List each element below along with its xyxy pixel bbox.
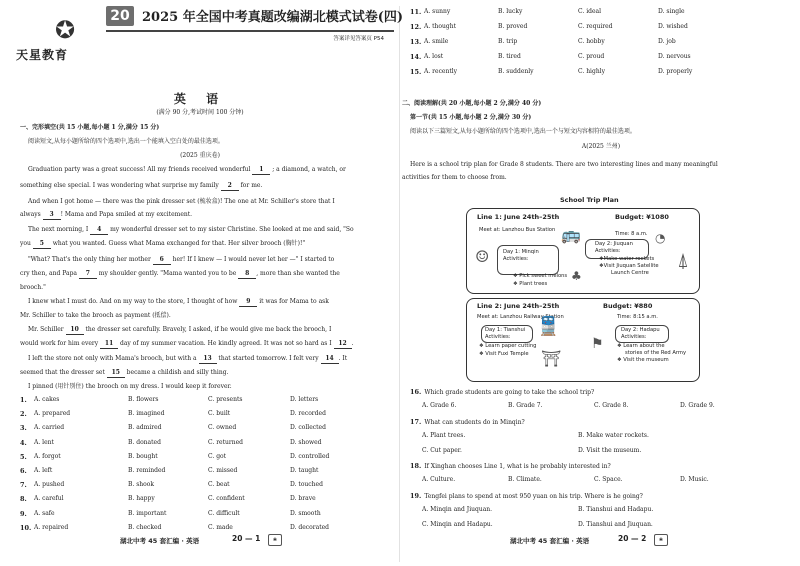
passage-text: Graduation party was a great success! All my friends received wonderful xyxy=(28,166,253,173)
line1-head: Line 1: June 24th–25th xyxy=(477,213,560,221)
option-b[interactable]: B. important xyxy=(128,509,167,517)
option-c[interactable]: C. proud xyxy=(578,53,605,60)
option-a[interactable]: A. recently xyxy=(424,68,458,75)
section1-instruction: 阅读短文,从每小题所给的四个选项中,选出一个能填入空白处的最佳选项。 xyxy=(28,138,224,145)
passage-intro-1: Here is a school trip plan for Grade 8 students. There are two interesting lines and many meaningful xyxy=(410,161,718,168)
answer-option[interactable]: D. Grade 9. xyxy=(680,402,715,409)
answer-option[interactable]: A. Culture. xyxy=(422,476,456,483)
passage-line xyxy=(20,369,372,378)
blank-number: 11 xyxy=(100,340,118,349)
option-d[interactable]: D. wished xyxy=(658,23,688,30)
option-c[interactable]: C. made xyxy=(208,523,233,531)
line1-day2-item-1: ❖Make water rockets xyxy=(599,256,655,262)
passage-text: cry then, and Papa xyxy=(20,270,79,277)
line2-day2-title: Day 2: Hadapu xyxy=(621,327,660,333)
line2-budget: Budget: ¥880 xyxy=(603,302,653,310)
score-note: (满分 90 分,考试时间 100 分钟) xyxy=(156,109,244,116)
section2-part1: 第一节(共 15 小题,每小题 2 分,满分 30 分) xyxy=(410,114,532,121)
blank-number: 6 xyxy=(153,256,171,265)
passage-text: my shoulder gently. "Mama wanted you to be xyxy=(96,270,239,277)
option-b[interactable]: B. happy xyxy=(128,495,155,503)
passage-line xyxy=(20,312,372,320)
answer-option[interactable]: C. Cut paper. xyxy=(422,447,462,454)
option-d[interactable]: D. nervous xyxy=(658,53,691,60)
option-b[interactable]: B. admired xyxy=(128,424,162,432)
option-c[interactable]: C. missed xyxy=(208,467,238,474)
answer-option[interactable]: B. Tianshui and Hadapu. xyxy=(578,506,654,513)
answer-option[interactable]: A. Plant trees. xyxy=(422,432,466,439)
train-icon: 🚆 xyxy=(537,316,560,337)
option-d[interactable]: D. smooth xyxy=(290,509,321,517)
rocket-icon: ⍋ xyxy=(677,248,689,272)
question-stem xyxy=(410,462,611,471)
blank-number: 7 xyxy=(79,270,97,279)
question-text: Tengfei plans to spend at most 950 yuan on his trip. Where is he going? xyxy=(424,493,643,500)
answer-option[interactable]: B. Climate. xyxy=(508,476,542,483)
clock-icon: ◔ xyxy=(655,231,666,245)
exam-title: 2025 年全国中考真题改编湖北模式试卷(四) xyxy=(142,10,404,25)
question-number: 2. xyxy=(20,410,27,419)
passage-text: ! Mama and Papa smiled at my excitement. xyxy=(60,211,193,218)
question-number: 13. xyxy=(410,38,422,46)
option-a[interactable]: A. smile xyxy=(424,38,449,45)
passage-line xyxy=(28,256,380,265)
passage-text: would work for him every xyxy=(20,340,101,347)
question-number: 8. xyxy=(20,495,27,504)
flag-icon: ⚑ xyxy=(591,336,604,352)
passage-text: brooch." xyxy=(20,284,46,291)
line1-time: Time: 8 a.m. xyxy=(615,231,648,237)
question-number: 3. xyxy=(20,424,27,433)
option-b[interactable]: B. proved xyxy=(498,23,528,30)
passage-line xyxy=(20,211,372,220)
paper-number-badge: 20 xyxy=(106,6,134,26)
option-b[interactable]: B. trip xyxy=(498,38,518,45)
passage-text: The next morning, I xyxy=(28,226,91,233)
passage-intro-2: activities for them to choose from. xyxy=(402,174,507,181)
question-number: 1. xyxy=(20,396,27,404)
line2-head: Line 2: June 24th–25th xyxy=(477,302,560,310)
blank-number: 9 xyxy=(239,298,257,307)
seal-icon: ❀ xyxy=(268,534,282,546)
passage-label: A(2025 兰州) xyxy=(581,143,621,150)
option-c[interactable]: C. beat xyxy=(208,481,230,489)
header-divider xyxy=(106,30,394,32)
plan-title: School Trip Plan xyxy=(560,196,619,204)
blank-number: 8 xyxy=(238,270,256,279)
option-c[interactable]: C. hobby xyxy=(578,38,605,45)
passage-line xyxy=(28,298,380,307)
option-a[interactable]: A. left xyxy=(34,467,53,474)
question-number: 9. xyxy=(20,509,27,518)
question-number: 12. xyxy=(410,23,422,31)
answer-option[interactable]: D. Tianshui and Jiuquan. xyxy=(578,521,653,528)
option-a[interactable]: A. careful xyxy=(34,495,64,503)
passage-line xyxy=(20,182,372,191)
line1-day1-title: Day 1: Minqin xyxy=(503,249,539,255)
answer-option[interactable]: C. Space. xyxy=(594,476,623,483)
line1-day1-sub: Activities: xyxy=(503,256,529,262)
passage-line xyxy=(20,270,372,279)
option-c[interactable]: C. owned xyxy=(208,424,237,432)
question-text: Which grade students are going to take the school trip? xyxy=(424,389,595,396)
line1-budget: Budget: ¥1080 xyxy=(615,213,669,221)
option-b[interactable]: B. checked xyxy=(128,523,162,531)
option-a[interactable]: A. repaired xyxy=(34,523,69,531)
question-text: If Xinghan chooses Line 1, what is he probably interested in? xyxy=(424,463,611,470)
blank-number: 3 xyxy=(43,211,61,220)
passage-text: ; a diamond, a watch, or xyxy=(270,166,346,173)
line1-day1-item-2: ❖ Plant trees xyxy=(513,281,548,287)
option-a[interactable]: A. carried xyxy=(34,424,65,432)
question-number: 7. xyxy=(20,481,27,490)
answer-option[interactable]: D. Music. xyxy=(680,476,709,483)
option-c[interactable]: C. returned xyxy=(208,438,244,446)
passage-text: the dresser set carefully. Bravely, I asked, if he would give me back the brooch, I xyxy=(83,326,332,333)
footer-right-page: 20 — 2 xyxy=(618,534,647,543)
question-number: 19. xyxy=(410,492,422,500)
kids-icon: ☺ xyxy=(475,247,490,266)
option-d[interactable]: D. taught xyxy=(290,467,319,474)
passage-text: . It xyxy=(338,355,348,362)
option-d[interactable]: D. job xyxy=(658,38,676,45)
passage-text: "What? That's the only thing her mother xyxy=(28,256,153,263)
option-c[interactable]: C. confident xyxy=(208,495,245,503)
temple-icon: ⛩ xyxy=(541,349,562,368)
passage-line xyxy=(28,383,380,391)
option-d[interactable]: D. recorded xyxy=(290,410,326,418)
line1-day2-item-2: ❖Visit Jiuquan Satellite xyxy=(599,263,659,269)
option-b[interactable]: B. suddenly xyxy=(498,68,534,75)
passage-text: that started tomorrow. I felt very xyxy=(216,355,321,362)
line2-time: Time: 8:15 a.m. xyxy=(617,314,658,320)
question-stem xyxy=(410,418,525,427)
bus-station-icon: 🚌 xyxy=(561,225,581,244)
question-number: 16. xyxy=(410,388,422,396)
question-number: 14. xyxy=(410,53,422,61)
option-c[interactable]: C. difficult xyxy=(208,509,240,517)
footer-left-page: 20 — 1 xyxy=(232,534,261,543)
passage-text: And when I got home — there was the pink dresser set (梳妆盒)! The one at Mr. Schiller's store that I xyxy=(28,198,335,205)
line2-day1-item-1: ❖ Learn paper cutting xyxy=(479,343,537,349)
option-c[interactable]: C. ideal xyxy=(578,8,601,15)
passage-text: her! If I knew — I would never let her —" I started to xyxy=(170,256,335,263)
blank-number: 15 xyxy=(107,369,125,378)
line2-day2-sub: Activities: xyxy=(621,334,647,340)
section1-title: 一、完形填空(共 15 小题,每小题 1 分,满分 15 分) xyxy=(20,124,160,131)
question-number: 11. xyxy=(410,8,422,16)
question-number: 15. xyxy=(410,68,422,76)
brand-logo: 天星教育 xyxy=(16,48,69,62)
passage-text: always xyxy=(20,211,43,218)
option-d[interactable]: D. letters xyxy=(290,396,319,403)
line2-day1-title: Day 1: Tianshui xyxy=(485,327,526,333)
passage-text: day of my summer vacation. He kindly agreed. It was not so hard as I xyxy=(118,340,334,347)
passage-line xyxy=(28,326,380,335)
line2-day1-item-2: ❖ Visit Fuxi Temple xyxy=(479,351,529,357)
line1-day2-title: Day 2: Jiuquan xyxy=(595,241,633,247)
option-b[interactable]: B. tired xyxy=(498,53,521,60)
melon-icon: ♣ xyxy=(571,269,582,283)
option-b[interactable]: B. shook xyxy=(128,481,155,489)
passage-text: what you wanted. Guess what Mama exchanged for that. Her silver brooch (胸针)!" xyxy=(50,240,306,247)
option-b[interactable]: B. lucky xyxy=(498,8,523,15)
option-a[interactable]: A. prepared xyxy=(34,410,71,418)
option-c[interactable]: C. got xyxy=(208,452,227,460)
option-b[interactable]: B. reminded xyxy=(128,467,166,474)
option-c[interactable]: C. built xyxy=(208,410,231,418)
line1-day1-item-1: ❖ Pick sweet melons xyxy=(513,273,568,279)
line2-day2-item-2: stories of the Red Army xyxy=(625,350,687,356)
answer-option[interactable]: A. Minqin and Jiuquan. xyxy=(422,506,493,513)
answer-option[interactable]: B. Make water rockets. xyxy=(578,432,649,439)
subject-title: 英 语 xyxy=(173,92,227,106)
passage-text: I knew what I must do. And on my way to the store, I thought of how xyxy=(28,298,240,305)
answer-option[interactable]: C. Minqin and Hadapu. xyxy=(422,521,493,528)
passage-text: for me. xyxy=(238,182,263,189)
answer-option[interactable]: D. Visit the museum. xyxy=(578,447,642,454)
question-number: 10. xyxy=(20,523,32,532)
blank-number: 14 xyxy=(321,355,339,364)
passage-text: became a childish and silly thing. xyxy=(124,369,229,376)
line2-meet: Meet at: Lanzhou Railway Station xyxy=(477,314,564,320)
blank-number: 10 xyxy=(66,326,84,335)
option-a[interactable]: A. cakes xyxy=(34,396,60,403)
option-c[interactable]: C. highly xyxy=(578,68,605,75)
line1-meet: Meet at: Lanzhou Bus Station xyxy=(479,227,556,233)
passage-line xyxy=(28,355,380,364)
star-mascot-icon: ✪ xyxy=(54,16,76,44)
passage-line xyxy=(28,226,380,235)
passage-line xyxy=(20,240,372,249)
answer-option[interactable]: B. Grade 7. xyxy=(508,402,543,409)
passage-line xyxy=(20,284,372,292)
question-number: 4. xyxy=(20,438,27,447)
blank-number: 4 xyxy=(90,226,108,235)
option-d[interactable]: D. controlled xyxy=(290,452,330,460)
line2-day2-item-1: ❖ Learn about the xyxy=(617,343,665,349)
option-a[interactable]: A. safe xyxy=(34,509,55,517)
option-b[interactable]: B. imagined xyxy=(128,410,165,418)
blank-number: 5 xyxy=(33,240,51,249)
answer-reference: 答案详见答案页 P54 xyxy=(333,36,384,42)
option-a[interactable]: A. thought xyxy=(424,23,457,30)
option-a[interactable]: A. lost xyxy=(424,53,444,60)
option-d[interactable]: D. touched xyxy=(290,481,323,489)
line2-box xyxy=(466,298,700,382)
question-number: 17. xyxy=(410,418,422,426)
question-number: 18. xyxy=(410,462,422,470)
option-b[interactable]: B. bought xyxy=(128,452,158,460)
answer-option[interactable]: C. Grade 8. xyxy=(594,402,629,409)
footer-right-text: 湖北中考 45 套汇编 · 英语 xyxy=(510,537,590,545)
line2-day2-item-3: ❖ Visit the museum xyxy=(617,357,669,363)
option-a[interactable]: A. pushed xyxy=(34,481,65,489)
blank-number: 1 xyxy=(252,166,270,175)
option-a[interactable]: A. sunny xyxy=(424,8,451,15)
option-b[interactable]: B. flowers xyxy=(128,396,159,403)
section2-title: 二、阅读理解(共 20 小题,每小题 2 分,满分 40 分) xyxy=(402,100,542,107)
option-d[interactable]: D. single xyxy=(658,8,685,15)
line1-box xyxy=(466,208,700,294)
blank-number: 12 xyxy=(334,340,352,349)
option-c[interactable]: C. required xyxy=(578,23,613,30)
line1-day2-sub: Activities: xyxy=(595,248,621,254)
exam-header xyxy=(14,4,404,74)
section2-instruction: 阅读以下三篇短文,从每小题所给的四个选项中,选出一个与短文内容相符的最佳选项。 xyxy=(410,128,636,135)
passage-text: something else special. I was wondering what surprise my family xyxy=(20,182,221,189)
school-trip-plan xyxy=(466,196,700,368)
passage-source: (2025 重庆卷) xyxy=(180,152,220,159)
blank-number: 2 xyxy=(221,182,239,191)
passage-text: you xyxy=(20,240,33,247)
option-d[interactable]: D. decorated xyxy=(290,523,330,531)
option-d[interactable]: D. showed xyxy=(290,438,322,446)
passage-line xyxy=(28,198,380,206)
passage-text: Mr. Schiller xyxy=(28,326,66,333)
blank-number: 13 xyxy=(199,355,217,364)
option-c[interactable]: C. presents xyxy=(208,396,243,403)
answer-option[interactable]: A. Grade 6. xyxy=(422,402,457,409)
line1-day2-item-3: Launch Centre xyxy=(611,270,649,276)
footer-left-text: 湖北中考 45 套汇编 · 英语 xyxy=(120,537,200,545)
passage-line xyxy=(20,340,372,349)
option-d[interactable]: D. brave xyxy=(290,495,316,503)
option-a[interactable]: A. forgot xyxy=(34,452,61,460)
option-b[interactable]: B. donated xyxy=(128,438,161,446)
passage-line xyxy=(28,166,380,175)
question-stem xyxy=(410,388,594,397)
question-stem xyxy=(410,492,643,501)
seal-icon: ❀ xyxy=(654,534,668,546)
passage-text: seemed that the dresser set xyxy=(20,369,107,376)
line2-day1-sub: Activities: xyxy=(485,334,511,340)
passage-text: it was for Mama to ask xyxy=(257,298,329,305)
question-text: What can students do in Minqin? xyxy=(424,419,525,426)
option-a[interactable]: A. lent xyxy=(34,438,54,446)
passage-text: , more than she wanted the xyxy=(256,270,340,277)
option-d[interactable]: D. collected xyxy=(290,424,326,432)
passage-text: I left the store not only with Mama's brooch, but with a xyxy=(28,355,199,362)
passage-text: my wonderful dresser set to my sister Christine. She looked at me and said, "So xyxy=(108,226,354,233)
question-number: 5. xyxy=(20,452,27,461)
passage-text: Mr. Schiller to take the brooch as payment (抵偿). xyxy=(20,312,171,319)
passage-text: I pinned (用针别住) the brooch on my dress. I would keep it forever. xyxy=(28,383,232,390)
passage-text: . xyxy=(351,340,354,347)
question-number: 6. xyxy=(20,467,27,475)
option-d[interactable]: D. properly xyxy=(658,68,693,75)
